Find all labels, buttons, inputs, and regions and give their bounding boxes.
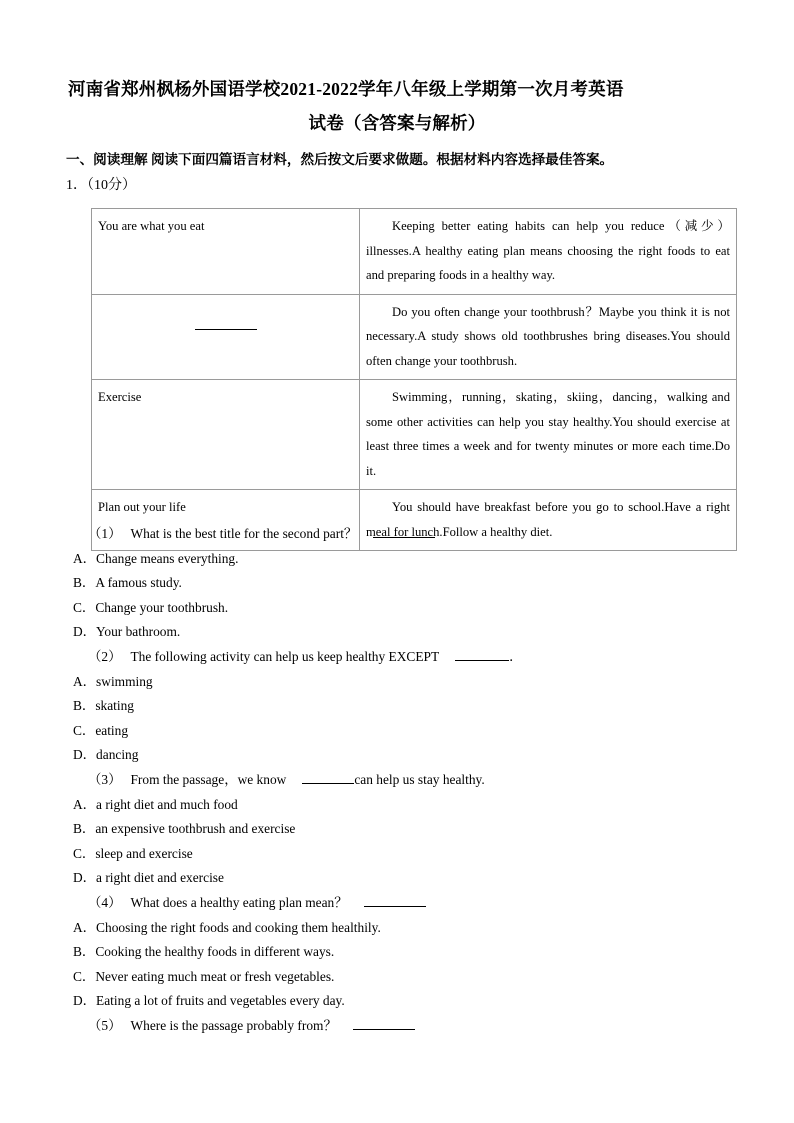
passage-body-text: Swimming，running，skating，skiing，dancing，walking and some other activities can help you stay healthy.You should exercise at least three times a week and for twenty minutes or more each time.Do it.	[366, 390, 730, 478]
passage-heading-cell	[92, 294, 360, 380]
answer-blank-underline	[302, 772, 354, 784]
passage-heading-blank	[98, 300, 353, 339]
answer-blank-underline	[373, 526, 435, 538]
answer-blank-underline	[195, 318, 257, 330]
passage-heading-cell	[92, 209, 360, 295]
option-item[interactable]: B．Cooking the healthy foods in different ways.	[73, 944, 335, 960]
answer-blank-underline	[455, 649, 509, 661]
option-item[interactable]: A．swimming	[73, 673, 153, 689]
passage-body-cell	[360, 294, 737, 380]
passage-body-text: You should have breakfast before you go to school.Have a right meal for lunch.Follow a healthy diet.	[366, 500, 730, 539]
option-item[interactable]: D．a right diet and exercise	[73, 870, 224, 886]
question-stem	[66, 645, 726, 670]
question-stem	[66, 768, 726, 793]
option-item[interactable]: C．eating	[73, 722, 129, 738]
option-item[interactable]: A．Choosing the right foods and cooking them healthily.	[73, 919, 381, 935]
question-number: （4）	[88, 894, 122, 910]
option-item[interactable]: A．a right diet and much food	[73, 796, 238, 812]
question-text: From the passage，we know	[130, 771, 287, 787]
option-item[interactable]: C．sleep and exercise	[73, 845, 193, 861]
passage-table-body	[92, 209, 737, 551]
option-item[interactable]: D．Eating a lot of fruits and vegetables every day.	[73, 993, 345, 1009]
section-heading: 一、阅读理解 阅读下面四篇语言材料，然后按文后要求做题。根据材料内容选择最佳答案。	[66, 152, 614, 167]
option-item[interactable]: B．skating	[73, 698, 135, 714]
question-text: Where is the passage probably from？	[130, 1017, 337, 1033]
question-stem	[66, 891, 726, 916]
option-item[interactable]: D．Your bathroom.	[73, 624, 181, 640]
option-item[interactable]: D．dancing	[73, 747, 139, 763]
passage-heading-text: You are what you eat	[98, 219, 205, 233]
option-item[interactable]: A．Change means everything.	[73, 550, 239, 566]
question-text: The following activity can help us keep healthy EXCEPT	[130, 648, 440, 664]
question-text: What is the best title for the second part？	[130, 526, 358, 541]
passage-heading-cell	[92, 380, 360, 490]
answer-blank-underline	[364, 895, 426, 907]
page-title-line-1: 河南省郑州枫杨外国语学校2021-2022学年八年级上学期第一次月考英语	[68, 79, 624, 99]
option-item[interactable]: B．an expensive toothbrush and exercise	[73, 821, 296, 837]
passage-body-text: Keeping better eating habits can help you reduce（减少）illnesses.A healthy eating plan means choosing the right foods to eat and preparing foods in a healthy way.	[366, 219, 730, 282]
passage-body-text: Do you often change your toothbrush？Maybe you think it is not necessary.A study shows old toothbrushes bring diseases.You should often change your toothbrush.	[366, 304, 730, 368]
questions-list	[66, 522, 726, 1038]
question-number: （1）	[88, 526, 122, 541]
option-item[interactable]: C．Never eating much meat or fresh vegetables.	[73, 968, 335, 984]
question-number: （5）	[88, 1017, 122, 1033]
question-number: （3）	[88, 771, 122, 787]
option-item[interactable]: B．A famous study.	[73, 575, 182, 591]
option-item[interactable]: C．Change your toothbrush.	[73, 599, 229, 615]
page-title	[68, 72, 726, 140]
question-stem	[66, 1014, 726, 1039]
question-group-number: 1．（10分）	[66, 178, 136, 193]
passage-table	[91, 208, 737, 551]
table-row	[92, 294, 737, 380]
table-row	[92, 209, 737, 295]
question-text-tail: ．	[509, 648, 523, 664]
passage-body-cell	[360, 209, 737, 295]
question-text: What does a healthy eating plan mean？	[130, 894, 348, 910]
passage-body-cell	[360, 380, 737, 490]
table-row	[92, 380, 737, 490]
question-stem	[66, 522, 726, 547]
passage-heading-text: Plan out your life	[98, 500, 186, 514]
passage-heading-text: Exercise	[98, 390, 142, 404]
answer-blank-underline	[353, 1018, 415, 1030]
question-number: （2）	[88, 648, 122, 664]
page-title-line-2: 试卷（含答案与解析）	[308, 113, 486, 133]
question-text-tail: can help us stay healthy.	[354, 771, 485, 787]
